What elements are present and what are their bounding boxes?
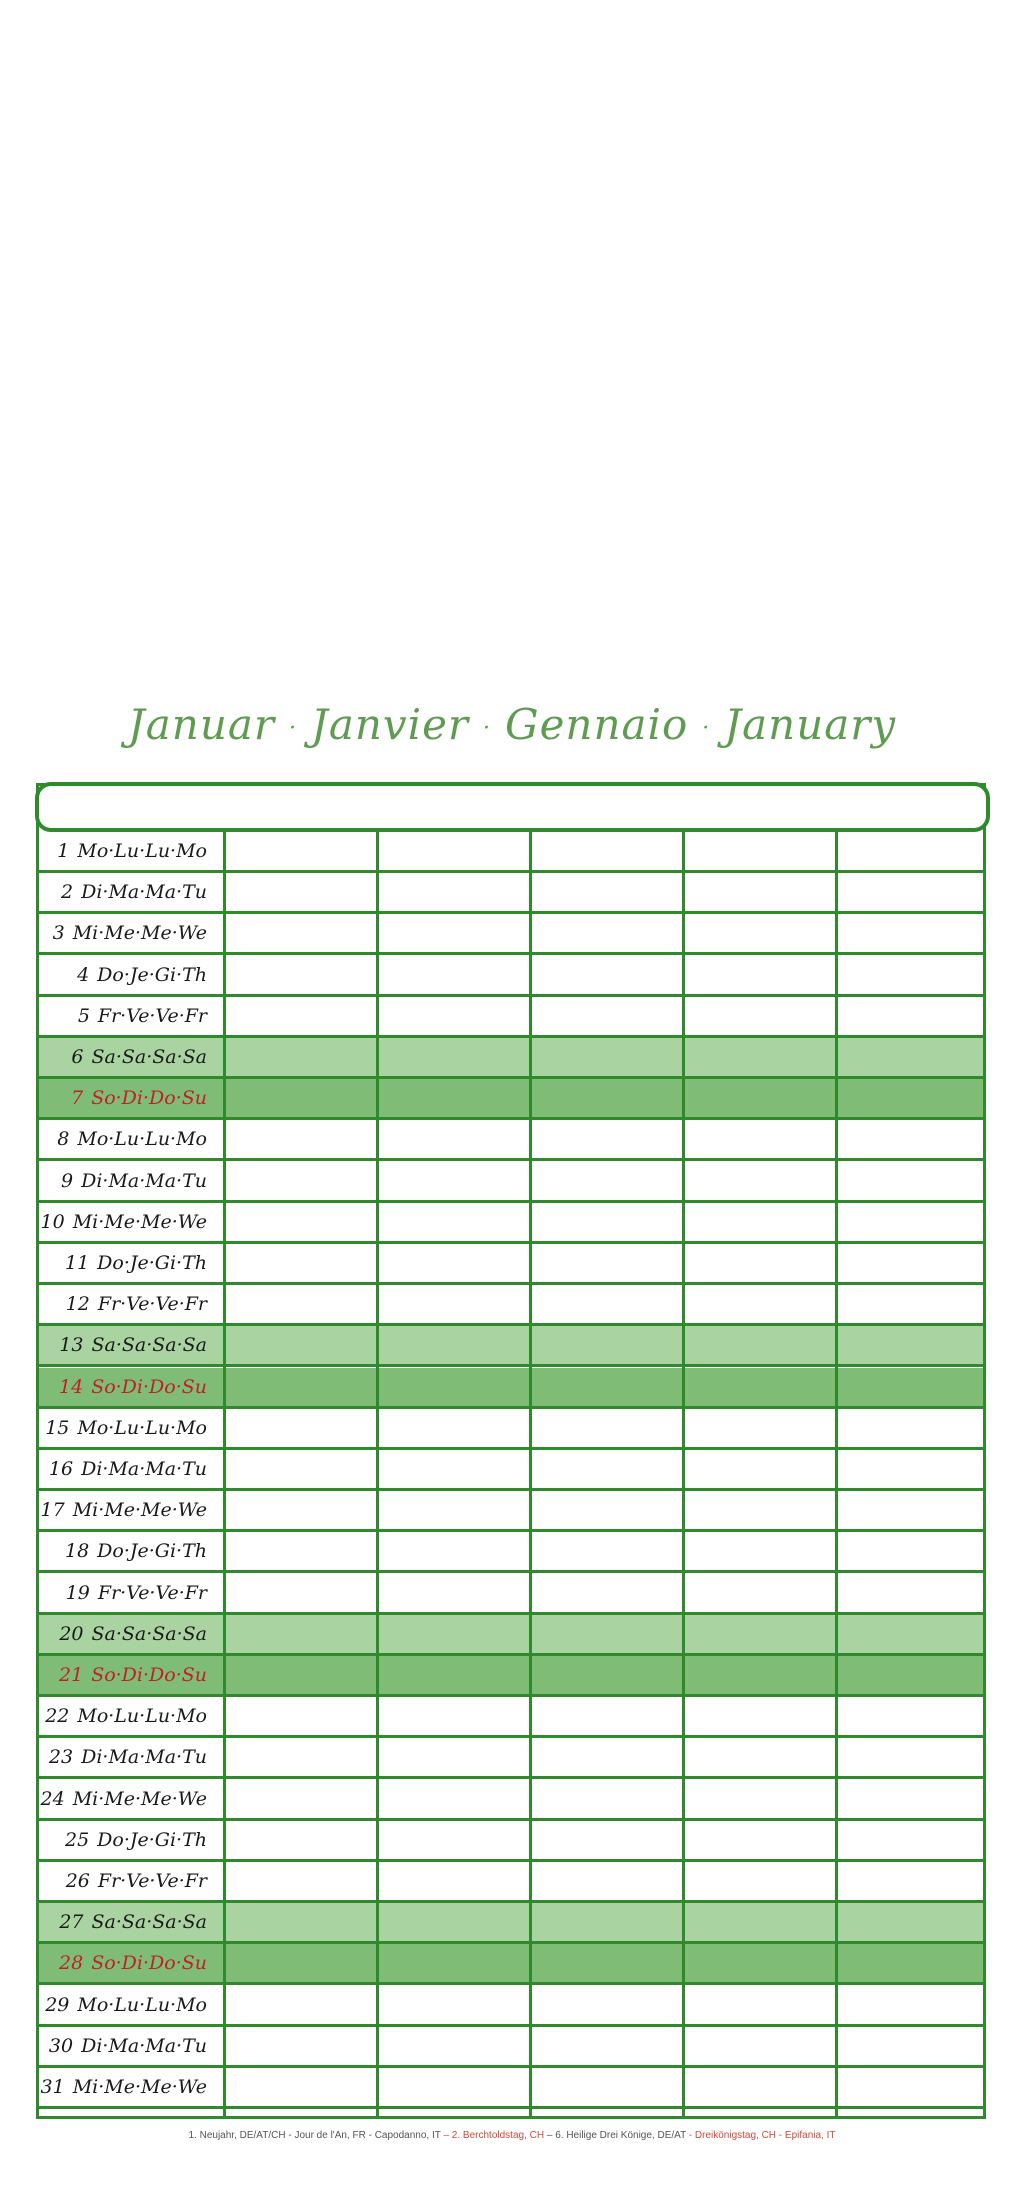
day-label: [39, 1903, 223, 1941]
day-row: [39, 1738, 983, 1779]
weekday-names: Sa·Sa·Sa·Sa: [91, 1911, 207, 1934]
day-label: [39, 1409, 223, 1447]
day-label: [39, 1368, 223, 1406]
day-row: [39, 1821, 983, 1862]
day-row: [39, 1615, 983, 1656]
day-number: 25: [64, 1828, 90, 1851]
day-number: 13: [59, 1334, 84, 1357]
day-number: 6: [71, 1046, 84, 1068]
day-label: [39, 1821, 223, 1859]
day-label: [39, 1120, 223, 1158]
day-row: [39, 914, 983, 955]
day-label: [39, 1944, 223, 1982]
title-separator: ·: [288, 715, 297, 741]
weekday-names: Sa·Sa·Sa·Sa: [91, 1046, 207, 1068]
day-number: 27: [59, 1911, 84, 1934]
day-number: 30: [48, 2034, 74, 2057]
day-label: [39, 1038, 223, 1076]
day-row: [39, 1203, 983, 1244]
day-number: 10: [40, 1210, 65, 1233]
day-row: [39, 1038, 983, 1079]
day-number: 26: [65, 1870, 90, 1892]
day-number: 28: [59, 1952, 84, 1975]
day-rows: [39, 832, 983, 2116]
weekday-names: Mo·Lu·Lu·Mo: [77, 840, 207, 862]
weekday-names: Mi·Me·Me·We: [72, 2076, 207, 2098]
day-number: 19: [65, 1581, 90, 1604]
day-row: [39, 1409, 983, 1450]
day-label: [39, 1532, 223, 1570]
day-number: 31: [40, 2076, 65, 2098]
day-label: [39, 1574, 223, 1612]
weekday-names: Fr·Ve·Ve·Fr: [97, 1004, 207, 1027]
weekday-names: Do·Je·Gi·Th: [97, 1540, 207, 1563]
weekday-names: Fr·Ve·Ve·Fr: [97, 1870, 207, 1892]
day-row: [39, 1944, 983, 1985]
day-number: 12: [65, 1293, 90, 1316]
calendar-grid: [36, 783, 986, 2119]
day-row: [39, 1326, 983, 1367]
day-label: [39, 2027, 223, 2065]
weekday-names: Mo·Lu·Lu·Mo: [77, 1416, 207, 1439]
day-label: [39, 1162, 223, 1200]
day-label: [39, 1491, 223, 1529]
day-row: [39, 1574, 983, 1615]
column-divider: [376, 786, 379, 2116]
weekday-names: So·Di·Do·Su: [91, 1087, 207, 1110]
weekday-names: Di·Ma·Ma·Tu: [81, 2034, 207, 2057]
weekday-names: Mi·Me·Me·We: [72, 1499, 207, 1522]
day-label: [39, 1697, 223, 1735]
title-de: Januar: [127, 700, 275, 749]
holiday-footnote: [0, 2130, 1024, 2141]
day-label: [39, 873, 223, 911]
day-number: 8: [57, 1128, 70, 1151]
day-row: [39, 1491, 983, 1532]
day-row: [39, 1986, 983, 2027]
day-number: 24: [40, 1787, 65, 1810]
day-label: [39, 956, 223, 994]
day-label: [39, 914, 223, 952]
day-row: [39, 1532, 983, 1573]
day-label: [39, 2068, 223, 2106]
day-number: 14: [59, 1375, 84, 1398]
column-divider: [529, 786, 532, 2116]
day-number: 3: [52, 922, 65, 945]
day-row: [39, 1120, 983, 1161]
weekday-names: Do·Je·Gi·Th: [97, 963, 207, 986]
day-number: 4: [77, 963, 90, 986]
day-label: [39, 1079, 223, 1117]
day-row: [39, 1656, 983, 1697]
day-number: 15: [45, 1416, 70, 1439]
day-number: 22: [45, 1705, 70, 1728]
column-divider: [682, 786, 685, 2116]
day-label: [39, 1780, 223, 1818]
day-row: [39, 1862, 983, 1903]
day-number: 2: [61, 881, 74, 904]
day-row: [39, 1368, 983, 1409]
weekday-names: Di·Ma·Ma·Tu: [81, 1169, 207, 1192]
day-label: [39, 1326, 223, 1364]
day-row: [39, 873, 983, 914]
day-label: [39, 832, 223, 870]
day-row: [39, 2068, 983, 2109]
day-number: 20: [59, 1622, 84, 1645]
weekday-names: So·Di·Do·Su: [91, 1664, 207, 1686]
day-number: 5: [77, 1004, 90, 1027]
column-divider: [223, 786, 226, 2116]
day-number: 29: [45, 1993, 70, 2016]
title-separator: ·: [483, 715, 492, 741]
day-number: 11: [64, 1252, 90, 1274]
weekday-names: Do·Je·Gi·Th: [97, 1828, 207, 1851]
day-number: 9: [61, 1169, 74, 1192]
weekday-names: Sa·Sa·Sa·Sa: [91, 1334, 207, 1357]
weekday-names: Sa·Sa·Sa·Sa: [91, 1622, 207, 1645]
footnote-three-kings: – 6. Heilige Drei Könige, DE/AT: [544, 2130, 686, 2141]
title-fr: Janvier: [310, 700, 470, 749]
day-label: [39, 1203, 223, 1241]
day-label: [39, 1285, 223, 1323]
day-row: [39, 1285, 983, 1326]
weekday-names: Fr·Ve·Ve·Fr: [97, 1293, 207, 1316]
day-row: [39, 1162, 983, 1203]
weekday-names: Do·Je·Gi·Th: [97, 1252, 207, 1274]
footnote-newyear: 1. Neujahr, DE/AT/CH - Jour de l'An, FR - Capodanno, IT: [188, 2130, 441, 2141]
day-number: 1: [57, 840, 70, 862]
weekday-names: Mi·Me·Me·We: [72, 1787, 207, 1810]
day-label: [39, 1986, 223, 2024]
weekday-names: Fr·Ve·Ve·Fr: [97, 1581, 207, 1604]
day-row: [39, 1450, 983, 1491]
weekday-names: Mo·Lu·Lu·Mo: [77, 1993, 207, 2016]
title-separator: ·: [702, 715, 711, 741]
day-label: [39, 997, 223, 1035]
day-number: 16: [48, 1458, 74, 1480]
footnote-epiphany: - Dreikönigstag, CH - Epifania, IT: [686, 2130, 836, 2141]
title-it: Gennaio: [505, 700, 689, 749]
weekday-names: Mi·Me·Me·We: [72, 922, 207, 945]
weekday-names: Mi·Me·Me·We: [72, 1210, 207, 1233]
day-row: [39, 1697, 983, 1738]
day-number: 17: [40, 1499, 65, 1522]
day-row: [39, 956, 983, 997]
day-label: [39, 1615, 223, 1653]
day-row: [39, 2027, 983, 2068]
day-number: 21: [59, 1664, 84, 1686]
footnote-berchtoldstag: – 2. Berchtoldstag, CH: [440, 2130, 545, 2141]
weekday-names: So·Di·Do·Su: [91, 1952, 207, 1975]
day-number: 18: [64, 1540, 90, 1563]
day-number: 7: [71, 1087, 84, 1110]
month-title: [0, 700, 1024, 749]
day-label: [39, 1450, 223, 1488]
day-number: 23: [48, 1746, 74, 1769]
header-band: [35, 782, 990, 832]
column-divider: [835, 786, 838, 2116]
day-label: [39, 1656, 223, 1694]
weekday-names: So·Di·Do·Su: [91, 1375, 207, 1398]
day-label: [39, 1862, 223, 1900]
day-label: [39, 1738, 223, 1776]
day-row: [39, 1903, 983, 1944]
day-row: [39, 832, 983, 873]
weekday-names: Mo·Lu·Lu·Mo: [77, 1128, 207, 1151]
weekday-names: Di·Ma·Ma·Tu: [81, 1458, 207, 1480]
day-row: [39, 1079, 983, 1120]
day-row: [39, 1780, 983, 1821]
weekday-names: Di·Ma·Ma·Tu: [81, 1746, 207, 1769]
weekday-names: Mo·Lu·Lu·Mo: [77, 1705, 207, 1728]
day-row: [39, 997, 983, 1038]
day-row: [39, 1244, 983, 1285]
day-label: [39, 1244, 223, 1282]
weekday-names: Di·Ma·Ma·Tu: [81, 881, 207, 904]
title-en: January: [724, 700, 897, 749]
